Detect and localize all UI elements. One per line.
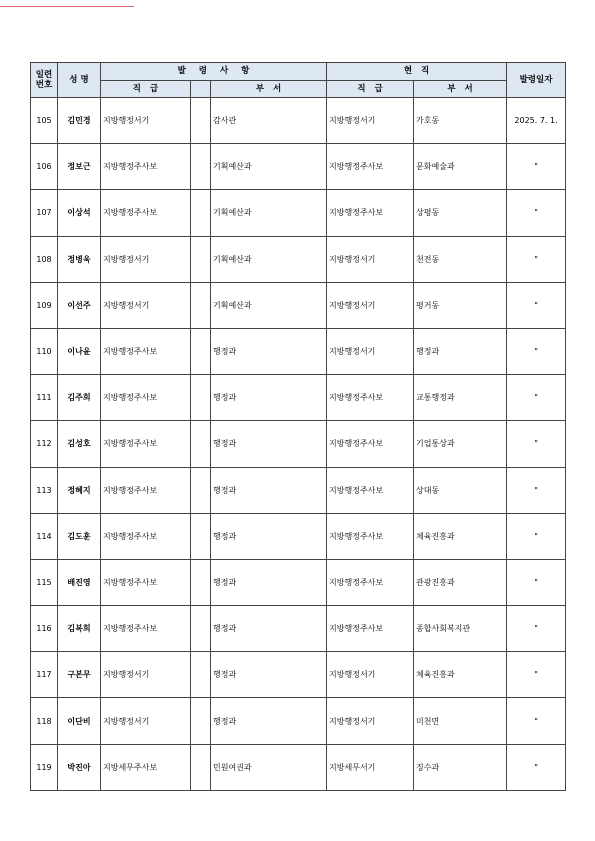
order-empty-cell — [191, 652, 211, 698]
name-cell: 박진아 — [58, 744, 101, 790]
current-department-cell: 기업통상과 — [414, 421, 507, 467]
serial-number-cell: 116 — [31, 606, 58, 652]
serial-number-cell: 119 — [31, 744, 58, 790]
current-department-cell: 문화예술과 — [414, 144, 507, 190]
order-empty-cell — [191, 236, 211, 282]
name-cell: 김민경 — [58, 98, 101, 144]
order-department-cell: 행정과 — [211, 513, 327, 559]
personnel-order-table — [30, 62, 566, 791]
order-grade-cell: 지방행정서기 — [101, 236, 191, 282]
current-grade-cell: 지방행정서기 — [327, 282, 414, 328]
order-date-header: 발령일자 — [507, 63, 566, 98]
current-department-cell: 징수과 — [414, 744, 507, 790]
order-department-cell: 행정과 — [211, 559, 327, 605]
serial-number-cell: 117 — [31, 652, 58, 698]
order-department-cell: 행정과 — [211, 606, 327, 652]
current-department-cell: 상평동 — [414, 190, 507, 236]
order-date-cell: " — [507, 652, 566, 698]
order-grade-header: 직 급 — [101, 81, 191, 98]
order-grade-cell: 지방행정주사보 — [101, 513, 191, 559]
name-cell: 정병욱 — [58, 236, 101, 282]
table-row — [31, 513, 566, 559]
order-empty-cell — [191, 467, 211, 513]
serial-number-cell: 109 — [31, 282, 58, 328]
current-department-cell: 미천면 — [414, 698, 507, 744]
serial-number-cell: 108 — [31, 236, 58, 282]
serial-number-cell: 106 — [31, 144, 58, 190]
serial-number-header: 일련 번호 — [31, 63, 58, 98]
name-header: 성 명 — [58, 63, 101, 98]
order-department-cell: 행정과 — [211, 375, 327, 421]
table-row — [31, 282, 566, 328]
order-empty-cell — [191, 190, 211, 236]
order-date-cell: " — [507, 559, 566, 605]
order-date-cell: " — [507, 744, 566, 790]
name-cell: 정보근 — [58, 144, 101, 190]
current-grade-cell: 지방행정서기 — [327, 328, 414, 374]
name-cell: 김도훈 — [58, 513, 101, 559]
order-grade-cell: 지방세무주사보 — [101, 744, 191, 790]
name-cell: 김성호 — [58, 421, 101, 467]
table-row — [31, 559, 566, 605]
current-department-cell: 가호동 — [414, 98, 507, 144]
order-grade-cell: 지방행정주사보 — [101, 467, 191, 513]
serial-number-cell: 114 — [31, 513, 58, 559]
table-row — [31, 144, 566, 190]
order-department-cell: 행정과 — [211, 698, 327, 744]
order-empty-cell — [191, 98, 211, 144]
serial-number-cell: 105 — [31, 98, 58, 144]
order-empty-cell — [191, 606, 211, 652]
table-row — [31, 236, 566, 282]
serial-number-cell: 118 — [31, 698, 58, 744]
current-department-cell: 행정과 — [414, 328, 507, 374]
name-cell: 정혜지 — [58, 467, 101, 513]
name-cell: 배진영 — [58, 559, 101, 605]
order-grade-cell: 지방행정주사보 — [101, 606, 191, 652]
order-grade-cell: 지방행정주사보 — [101, 559, 191, 605]
serial-number-cell: 112 — [31, 421, 58, 467]
current-grade-cell: 지방행정서기 — [327, 652, 414, 698]
order-empty-cell — [191, 513, 211, 559]
name-cell: 이선주 — [58, 282, 101, 328]
current-grade-cell: 지방행정서기 — [327, 698, 414, 744]
order-grade-cell: 지방행정서기 — [101, 98, 191, 144]
order-date-cell: " — [507, 236, 566, 282]
current-department-cell: 평거동 — [414, 282, 507, 328]
order-date-cell: " — [507, 421, 566, 467]
serial-number-cell: 110 — [31, 328, 58, 374]
order-department-cell: 기획예산과 — [211, 144, 327, 190]
current-department-cell: 체육진흥과 — [414, 652, 507, 698]
current-grade-cell: 지방행정서기 — [327, 236, 414, 282]
table-row — [31, 467, 566, 513]
current-department-cell: 교통행정과 — [414, 375, 507, 421]
order-date-cell: " — [507, 467, 566, 513]
order-empty-header — [191, 81, 211, 98]
current-department-cell: 상대동 — [414, 467, 507, 513]
order-empty-cell — [191, 375, 211, 421]
order-department-cell: 기획예산과 — [211, 282, 327, 328]
current-grade-cell: 지방행정주사보 — [327, 513, 414, 559]
table-row — [31, 698, 566, 744]
order-empty-cell — [191, 559, 211, 605]
table-row — [31, 652, 566, 698]
order-grade-cell: 지방행정서기 — [101, 698, 191, 744]
current-department-cell: 종합사회복지관 — [414, 606, 507, 652]
order-department-cell: 기획예산과 — [211, 236, 327, 282]
current-department-cell: 체육진흥과 — [414, 513, 507, 559]
order-date-cell: " — [507, 606, 566, 652]
current-grade-cell: 지방행정주사보 — [327, 375, 414, 421]
order-empty-cell — [191, 744, 211, 790]
order-date-cell: " — [507, 513, 566, 559]
current-grade-cell: 지방행정서기 — [327, 98, 414, 144]
order-grade-cell: 지방행정서기 — [101, 652, 191, 698]
table-row — [31, 744, 566, 790]
order-date-cell: " — [507, 144, 566, 190]
name-cell: 구본무 — [58, 652, 101, 698]
current-group-header: 현 직 — [327, 63, 507, 81]
order-empty-cell — [191, 421, 211, 467]
current-department-cell: 천전동 — [414, 236, 507, 282]
order-department-cell: 행정과 — [211, 421, 327, 467]
table-row — [31, 190, 566, 236]
current-grade-cell: 지방행정주사보 — [327, 421, 414, 467]
order-empty-cell — [191, 282, 211, 328]
table-row — [31, 375, 566, 421]
table-row — [31, 606, 566, 652]
current-grade-cell: 지방행정주사보 — [327, 559, 414, 605]
order-department-cell: 행정과 — [211, 467, 327, 513]
order-date-cell: 2025. 7. 1. — [507, 98, 566, 144]
order-date-cell: " — [507, 698, 566, 744]
order-group-header: 발 령 사 항 — [101, 63, 327, 81]
order-grade-cell: 지방행정주사보 — [101, 190, 191, 236]
current-grade-cell: 지방행정주사보 — [327, 144, 414, 190]
name-cell: 김주희 — [58, 375, 101, 421]
order-grade-cell: 지방행정주사보 — [101, 328, 191, 374]
order-grade-cell: 지방행정주사보 — [101, 421, 191, 467]
current-department-cell: 관광진흥과 — [414, 559, 507, 605]
table-row — [31, 421, 566, 467]
current-grade-cell: 지방행정주사보 — [327, 467, 414, 513]
name-cell: 이단비 — [58, 698, 101, 744]
order-empty-cell — [191, 698, 211, 744]
order-date-cell: " — [507, 328, 566, 374]
name-cell: 이상석 — [58, 190, 101, 236]
table-row — [31, 328, 566, 374]
current-department-header: 부 서 — [414, 81, 507, 98]
order-date-cell: " — [507, 375, 566, 421]
current-grade-cell: 지방행정주사보 — [327, 606, 414, 652]
order-department-cell: 민원여권과 — [211, 744, 327, 790]
serial-number-cell: 111 — [31, 375, 58, 421]
order-department-cell: 행정과 — [211, 652, 327, 698]
order-department-header: 부 서 — [211, 81, 327, 98]
current-grade-cell: 지방행정주사보 — [327, 190, 414, 236]
order-department-cell: 행정과 — [211, 328, 327, 374]
order-empty-cell — [191, 144, 211, 190]
top-red-rule — [0, 6, 134, 7]
serial-number-cell: 115 — [31, 559, 58, 605]
order-grade-cell: 지방행정주사보 — [101, 375, 191, 421]
name-cell: 김복희 — [58, 606, 101, 652]
current-grade-header: 직 급 — [327, 81, 414, 98]
table-row — [31, 98, 566, 144]
order-grade-cell: 지방행정서기 — [101, 282, 191, 328]
name-cell: 이나윤 — [58, 328, 101, 374]
order-department-cell: 감사관 — [211, 98, 327, 144]
order-date-cell: " — [507, 282, 566, 328]
serial-number-cell: 113 — [31, 467, 58, 513]
order-empty-cell — [191, 328, 211, 374]
serial-number-cell: 107 — [31, 190, 58, 236]
order-grade-cell: 지방행정주사보 — [101, 144, 191, 190]
order-department-cell: 기획예산과 — [211, 190, 327, 236]
current-grade-cell: 지방세무서기 — [327, 744, 414, 790]
order-date-cell: " — [507, 190, 566, 236]
